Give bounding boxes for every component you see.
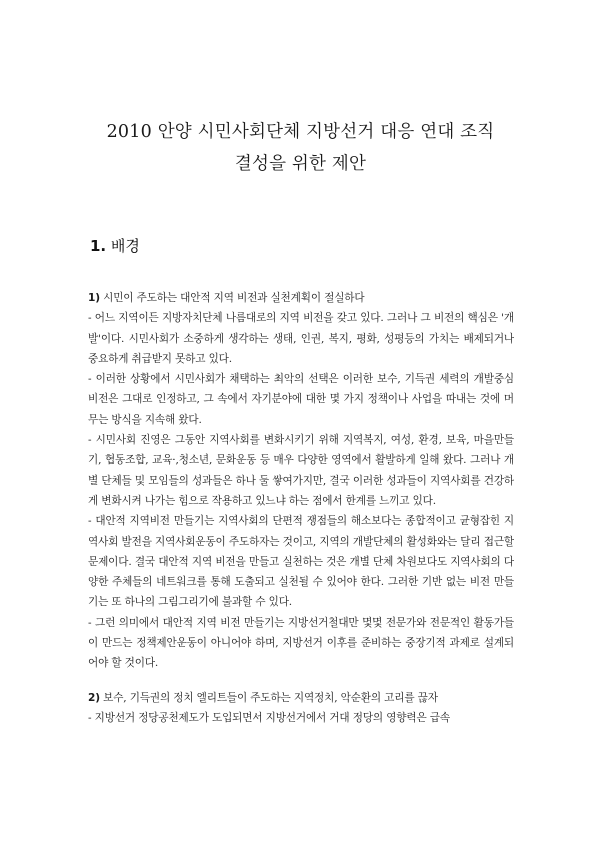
paragraph-1: - 어느 지역이든 지방자치단체 나름대로의 지역 비전을 갖고 있다. 그러나 그 비전의 핵심은 '개발'이다. 시민사회가 소중하게 생각하는 생태, 인권, 복지, 평화, 성평등의 가치는 배제되거나 중요하게 취급받지 못하고 있다. <box>88 312 514 365</box>
subheading-2 <box>88 688 514 708</box>
paragraph-4: - 대안적 지역비전 만들기는 지역사회의 단편적 쟁점들의 해소보다는 종합적이고 균형잡힌 지역사회 발전을 지역사회운동이 주도하자는 것이고, 지역의 개발단체의 활성화와는 달리 접근할 문제이다. 결국 대안적 지역 비전을 만들고 실천하는 것은 개별 단체 차원보다도 지역사회의 다양한 주체들의 네트워크를 통해 도출되고 실천될 수 있어야 한다. 그러한 기반 없는 비전 만들기는 또 하나의 그림그리기에 불과할 수 있다. <box>88 515 514 609</box>
subheading-1 <box>88 288 514 308</box>
subheading-2-text: 보수, 기득권의 정치 엘리트들이 주도하는 지역정치, 악순환의 고리를 끊자 <box>99 691 438 704</box>
spacer <box>88 674 514 688</box>
section-heading-background <box>90 236 140 256</box>
subheading-1-text: 시민이 주도하는 대안적 지역 비전과 실천계획이 절실하다 <box>99 292 365 304</box>
title-line-1: 2010 안양 시민사회단체 지방선거 대응 연대 조직 <box>106 122 495 142</box>
section-body <box>88 288 514 728</box>
title-line-2: 결성을 위한 제안 <box>234 154 367 174</box>
section-number: 1. <box>90 237 107 255</box>
subheading-2-number: 2) <box>88 691 100 704</box>
document-title <box>60 116 541 180</box>
paragraph-3: - 시민사회 진영은 그동안 지역사회를 변화시키기 위해 지역복지, 여성, 환경, 보육, 마을만들기, 협동조합, 교육·,청소년, 문화운동 등 매우 다양한 영역에서 활발하게 일해 왔다. 그러나 개별 단체들 및 모임들의 성과들은 하나 둘 쌓여가지만, 결국 이러한 성과들이 지역사회를 건강하게 변화시켜 나가는 힘으로 작용하고 있느냐 하는 점에서 한계를 느끼고 있다. <box>88 434 514 507</box>
subheading-1-number: 1) <box>88 292 100 304</box>
paragraph-6: - 지방선거 정당공천제도가 도입되면서 지방선거에서 거대 정당의 영향력은 급속 <box>88 711 450 724</box>
section-title: 배경 <box>106 237 140 255</box>
paragraph-5: - 그런 의미에서 대안적 지역 비전 만들기는 지방선거철대만 몇몇 전문가와 전문적인 활동가들이 만드는 정책제안운동이 아니어야 하며, 지방선거 이후를 준비하는 중장기적 과제로 설계되어야 할 것이다. <box>88 616 514 670</box>
paragraph-2: - 이러한 상황에서 시민사회가 채택하는 최악의 선택은 이러한 보수, 기득권 세력의 개발중심 비전은 그대로 인정하고, 그 속에서 자기분야에 대한 몇 가지 정책이나 사업을 따내는 것에 머무는 방식을 지속해 왔다. <box>88 373 514 426</box>
